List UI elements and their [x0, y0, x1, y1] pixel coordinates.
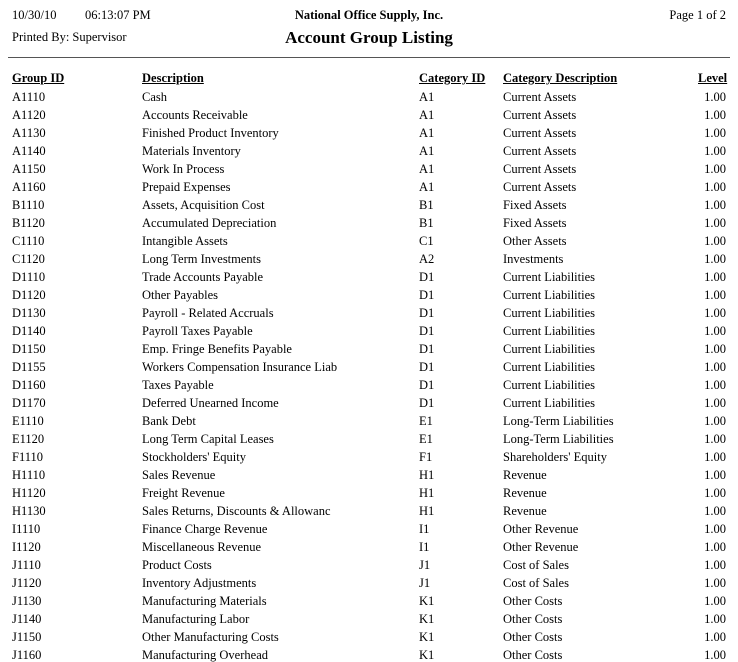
table-row — [0, 196, 738, 214]
cell-category-id: E1 — [419, 432, 433, 446]
cell-group-id: J1160 — [12, 648, 42, 662]
table-row — [0, 556, 738, 574]
cell-category-description: Other Costs — [503, 648, 563, 662]
cell-description: Workers Compensation Insurance Liab — [142, 360, 338, 374]
cell-description: Trade Accounts Payable — [142, 270, 264, 284]
company-name: National Office Supply, Inc. — [294, 8, 444, 22]
cell-level: 1.00 — [704, 432, 726, 446]
cell-group-id: D1120 — [12, 288, 46, 302]
cell-category-id: I1 — [419, 522, 430, 536]
cell-category-id: D1 — [419, 288, 435, 302]
cell-category-id: D1 — [419, 360, 435, 374]
table-row — [0, 610, 738, 628]
cell-category-id: D1 — [419, 396, 435, 410]
cell-description: Materials Inventory — [142, 144, 241, 158]
cell-category-description: Current Assets — [503, 90, 577, 104]
cell-level: 1.00 — [704, 306, 726, 320]
table-row — [0, 250, 738, 268]
cell-level: 1.00 — [704, 342, 726, 356]
cell-group-id: A1150 — [12, 162, 46, 176]
cell-group-id: H1110 — [12, 468, 46, 482]
table-body — [0, 88, 738, 662]
cell-category-description: Current Assets — [503, 144, 577, 158]
cell-description: Long Term Investments — [142, 252, 262, 266]
cell-group-id: D1110 — [12, 270, 46, 284]
cell-group-id: I1110 — [12, 522, 41, 536]
column-header-label: Category Description — [503, 71, 618, 85]
cell-level: 1.00 — [704, 90, 726, 104]
cell-level: 1.00 — [704, 324, 726, 338]
table-row — [0, 502, 738, 520]
cell-category-id: A1 — [419, 108, 435, 122]
cell-level: 1.00 — [704, 270, 726, 284]
cell-category-description: Cost of Sales — [503, 558, 569, 572]
cell-group-id: H1120 — [12, 486, 46, 500]
cell-category-description: Other Costs — [503, 612, 563, 626]
cell-category-description: Other Costs — [503, 594, 563, 608]
cell-category-id: A1 — [419, 90, 435, 104]
cell-level: 1.00 — [704, 180, 726, 194]
table-row — [0, 304, 738, 322]
cell-description: Sales Returns, Discounts & Allowanc — [142, 504, 331, 518]
cell-category-description: Investments — [503, 252, 564, 266]
cell-category-description: Current Liabilities — [503, 378, 595, 392]
cell-description: Bank Debt — [142, 414, 196, 428]
table-row — [0, 628, 738, 646]
cell-group-id: I1120 — [12, 540, 41, 554]
cell-level: 1.00 — [704, 504, 726, 518]
account-group-table — [0, 71, 738, 662]
cell-category-id: H1 — [419, 468, 435, 482]
cell-group-id: A1140 — [12, 144, 46, 158]
table-row — [0, 394, 738, 412]
cell-group-id: C1110 — [12, 234, 45, 248]
table-row — [0, 466, 738, 484]
cell-description: Payroll Taxes Payable — [142, 324, 253, 338]
cell-category-description: Long-Term Liabilities — [503, 432, 614, 446]
cell-description: Manufacturing Overhead — [142, 648, 268, 662]
cell-category-description: Revenue — [503, 486, 547, 500]
cell-category-description: Current Liabilities — [503, 396, 595, 410]
cell-group-id: D1140 — [12, 324, 46, 338]
header-divider — [8, 57, 730, 58]
cell-category-description: Current Liabilities — [503, 324, 595, 338]
cell-category-id: H1 — [419, 486, 435, 500]
cell-level: 1.00 — [704, 558, 726, 572]
cell-category-id: J1 — [419, 558, 431, 572]
cell-category-id: D1 — [419, 270, 435, 284]
cell-description: Freight Revenue — [142, 486, 225, 500]
cell-category-id: F1 — [419, 450, 433, 464]
cell-group-id: E1110 — [12, 414, 44, 428]
cell-description: Accumulated Depreciation — [142, 216, 277, 230]
table-row — [0, 412, 738, 430]
table-row — [0, 646, 738, 662]
cell-group-id: H1130 — [12, 504, 46, 518]
cell-category-description: Current Assets — [503, 126, 577, 140]
cell-category-description: Current Assets — [503, 180, 577, 194]
table-row — [0, 358, 738, 376]
table-row — [0, 268, 738, 286]
cell-level: 1.00 — [704, 144, 726, 158]
cell-category-id: D1 — [419, 342, 435, 356]
cell-level: 1.00 — [704, 540, 726, 554]
cell-category-id: I1 — [419, 540, 430, 554]
cell-category-description: Revenue — [503, 504, 547, 518]
cell-group-id: A1120 — [12, 108, 46, 122]
cell-description: Prepaid Expenses — [142, 180, 231, 194]
cell-category-description: Fixed Assets — [503, 198, 567, 212]
cell-group-id: A1130 — [12, 126, 46, 140]
cell-level: 1.00 — [704, 378, 726, 392]
table-row — [0, 538, 738, 556]
table-row — [0, 88, 738, 106]
cell-category-description: Current Assets — [503, 108, 577, 122]
cell-description: Stockholders' Equity — [142, 450, 246, 464]
cell-group-id: J1130 — [12, 594, 42, 608]
cell-description: Miscellaneous Revenue — [142, 540, 262, 554]
cell-category-id: A1 — [419, 144, 435, 158]
cell-description: Long Term Capital Leases — [142, 432, 274, 446]
cell-level: 1.00 — [704, 630, 726, 644]
table-row — [0, 214, 738, 232]
cell-category-id: K1 — [419, 630, 435, 644]
cell-description: Finance Charge Revenue — [142, 522, 268, 536]
table-row — [0, 124, 738, 142]
cell-category-description: Other Costs — [503, 630, 563, 644]
cell-category-id: D1 — [419, 378, 435, 392]
cell-description: Accounts Receivable — [142, 108, 248, 122]
cell-group-id: J1150 — [12, 630, 42, 644]
cell-level: 1.00 — [704, 252, 726, 266]
print-date: 10/30/10 — [12, 8, 57, 22]
cell-group-id: A1110 — [12, 90, 46, 104]
cell-level: 1.00 — [704, 576, 726, 590]
print-time: 06:13:07 PM — [85, 8, 151, 22]
cell-group-id: J1120 — [12, 576, 42, 590]
cell-description: Emp. Fringe Benefits Payable — [142, 342, 292, 356]
report-header — [0, 0, 738, 62]
cell-category-id: A1 — [419, 126, 435, 140]
cell-category-description: Other Revenue — [503, 522, 579, 536]
cell-description: Manufacturing Materials — [142, 594, 267, 608]
cell-category-description: Other Revenue — [503, 540, 579, 554]
cell-group-id: A1160 — [12, 180, 46, 194]
cell-description: Sales Revenue — [142, 468, 216, 482]
cell-level: 1.00 — [704, 216, 726, 230]
cell-category-description: Current Liabilities — [503, 270, 595, 284]
column-header-group-id — [0, 71, 142, 88]
cell-category-description: Current Liabilities — [503, 288, 595, 302]
cell-level: 1.00 — [704, 486, 726, 500]
table-row — [0, 322, 738, 340]
cell-description: Taxes Payable — [142, 378, 214, 392]
table-row — [0, 574, 738, 592]
table-row — [0, 286, 738, 304]
column-header-description — [142, 71, 419, 88]
cell-level: 1.00 — [704, 126, 726, 140]
column-header-label: Level — [698, 71, 728, 85]
cell-category-id: J1 — [419, 576, 431, 590]
cell-level: 1.00 — [704, 414, 726, 428]
column-header-category-id — [419, 71, 503, 88]
cell-group-id: F1110 — [12, 450, 44, 464]
cell-category-description: Revenue — [503, 468, 547, 482]
cell-group-id: D1130 — [12, 306, 46, 320]
cell-group-id: J1110 — [12, 558, 41, 572]
cell-description: Product Costs — [142, 558, 212, 572]
cell-category-description: Current Liabilities — [503, 360, 595, 374]
table-row — [0, 448, 738, 466]
cell-level: 1.00 — [704, 288, 726, 302]
cell-level: 1.00 — [704, 522, 726, 536]
column-header-label: Category ID — [419, 71, 486, 85]
cell-category-id: C1 — [419, 234, 434, 248]
column-header-label: Description — [142, 71, 204, 85]
cell-group-id: E1120 — [12, 432, 45, 446]
cell-category-id: D1 — [419, 324, 435, 338]
cell-category-description: Current Assets — [503, 162, 577, 176]
table-row — [0, 430, 738, 448]
cell-category-id: H1 — [419, 504, 435, 518]
table-row — [0, 520, 738, 538]
cell-group-id: B1110 — [12, 198, 45, 212]
table-header-row — [0, 71, 738, 88]
cell-level: 1.00 — [704, 450, 726, 464]
cell-description: Cash — [142, 90, 167, 104]
cell-description: Other Payables — [142, 288, 219, 302]
cell-category-id: A1 — [419, 180, 435, 194]
page-indicator: Page 1 of 2 — [669, 8, 726, 22]
table-row — [0, 160, 738, 178]
cell-level: 1.00 — [704, 396, 726, 410]
cell-description: Intangible Assets — [142, 234, 228, 248]
cell-description: Work In Process — [142, 162, 225, 176]
cell-category-id: D1 — [419, 306, 435, 320]
table-row — [0, 106, 738, 124]
cell-category-description: Other Assets — [503, 234, 567, 248]
cell-category-description: Fixed Assets — [503, 216, 567, 230]
cell-category-description: Shareholders' Equity — [503, 450, 607, 464]
cell-category-id: A1 — [419, 162, 435, 176]
cell-group-id: D1160 — [12, 378, 46, 392]
cell-category-id: K1 — [419, 594, 435, 608]
cell-category-id: K1 — [419, 612, 435, 626]
cell-description: Finished Product Inventory — [142, 126, 279, 140]
cell-category-description: Current Liabilities — [503, 342, 595, 356]
cell-group-id: D1170 — [12, 396, 46, 410]
cell-level: 1.00 — [704, 612, 726, 626]
cell-group-id: D1155 — [12, 360, 46, 374]
cell-description: Other Manufacturing Costs — [142, 630, 279, 644]
cell-category-id: A2 — [419, 252, 435, 266]
cell-category-description: Current Liabilities — [503, 306, 595, 320]
cell-category-description: Long-Term Liabilities — [503, 414, 614, 428]
table-row — [0, 142, 738, 160]
table-row — [0, 376, 738, 394]
cell-level: 1.00 — [704, 198, 726, 212]
column-header-category-description — [503, 71, 698, 88]
table-row — [0, 232, 738, 250]
cell-group-id: D1150 — [12, 342, 46, 356]
cell-description: Manufacturing Labor — [142, 612, 250, 626]
cell-level: 1.00 — [704, 594, 726, 608]
cell-category-id: K1 — [419, 648, 435, 662]
cell-group-id: J1140 — [12, 612, 42, 626]
cell-category-id: E1 — [419, 414, 433, 428]
cell-group-id: B1120 — [12, 216, 45, 230]
cell-level: 1.00 — [704, 468, 726, 482]
cell-category-description: Cost of Sales — [503, 576, 569, 590]
cell-description: Deferred Unearned Income — [142, 396, 279, 410]
cell-description: Assets, Acquisition Cost — [142, 198, 265, 212]
cell-category-id: B1 — [419, 216, 434, 230]
table-row — [0, 340, 738, 358]
printed-by-label: Printed By: Supervisor — [12, 30, 127, 44]
cell-level: 1.00 — [704, 162, 726, 176]
table-row — [0, 484, 738, 502]
cell-group-id: C1120 — [12, 252, 45, 266]
table-row — [0, 178, 738, 196]
cell-category-id: B1 — [419, 198, 434, 212]
cell-level: 1.00 — [704, 108, 726, 122]
report-title: Account Group Listing — [285, 28, 453, 47]
cell-level: 1.00 — [704, 234, 726, 248]
cell-level: 1.00 — [704, 360, 726, 374]
column-header-level — [698, 71, 738, 88]
column-header-label: Group ID — [12, 71, 65, 85]
cell-description: Inventory Adjustments — [142, 576, 257, 590]
cell-description: Payroll - Related Accruals — [142, 306, 274, 320]
table-row — [0, 592, 738, 610]
cell-level: 1.00 — [704, 648, 726, 662]
